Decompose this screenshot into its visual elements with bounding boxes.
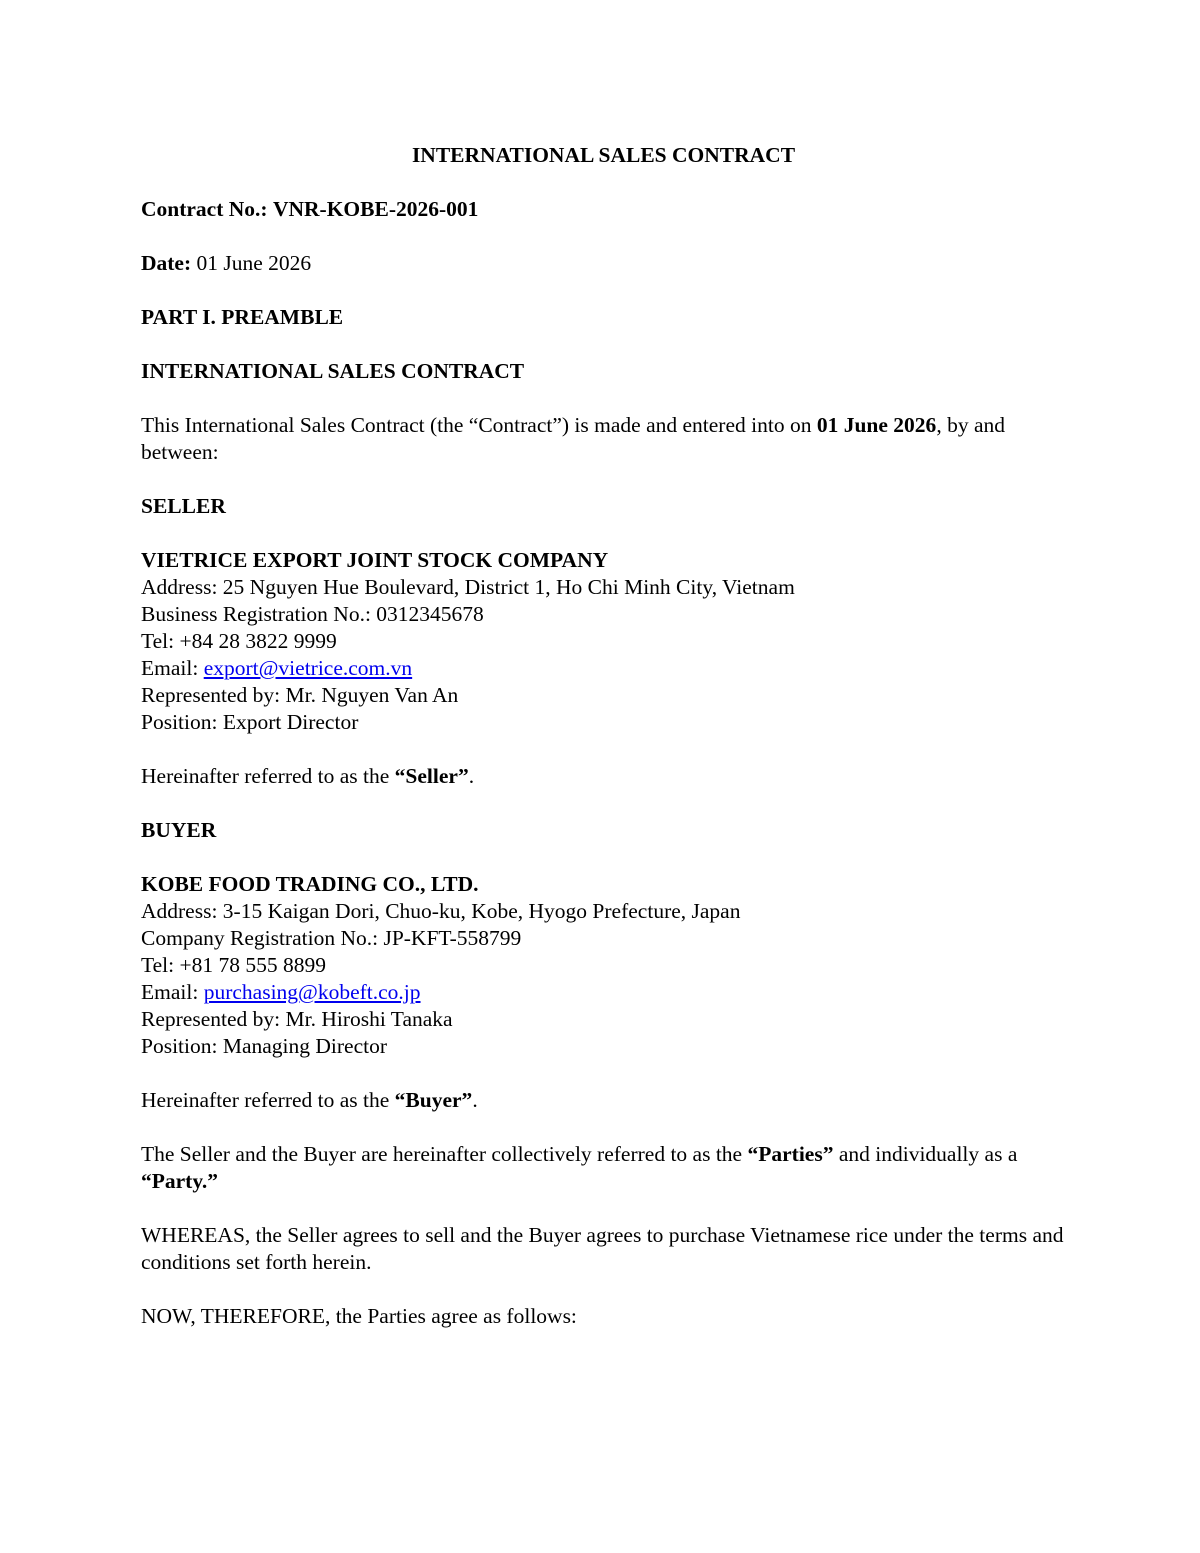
- buyer-referred-before: Hereinafter referred to as the: [141, 1088, 395, 1112]
- parties-term: “Parties”: [747, 1142, 834, 1166]
- part-heading: PART I. PREAMBLE: [141, 305, 344, 329]
- seller-referred-line: [141, 763, 1066, 790]
- buyer-heading: BUYER: [141, 818, 217, 842]
- seller-email-label: Email:: [141, 656, 204, 680]
- document-title: INTERNATIONAL SALES CONTRACT: [411, 143, 796, 167]
- now-therefore-paragraph: NOW, THEREFORE, the Parties agree as follows:: [141, 1304, 577, 1328]
- buyer-address: Address: 3-15 Kaigan Dori, Chuo-ku, Kobe, Hyogo Prefecture, Japan: [141, 899, 741, 923]
- buyer-email-line: [141, 979, 1066, 1006]
- seller-referred-after: .: [468, 764, 475, 788]
- buyer-position: Position: Managing Director: [141, 1034, 388, 1058]
- contract-page: [141, 142, 1066, 1330]
- buyer-email-label: Email:: [141, 980, 204, 1004]
- date-value: 01 June 2026: [196, 251, 312, 275]
- buyer-company-name: KOBE FOOD TRADING CO., LTD.: [141, 872, 479, 896]
- intro-text-after: , by and between:: [141, 413, 1005, 464]
- buyer-referred-after: .: [472, 1088, 478, 1112]
- parties-text-middle: and individually as a: [833, 1142, 1018, 1166]
- contract-subheading: INTERNATIONAL SALES CONTRACT: [141, 359, 525, 383]
- seller-representative: Represented by: Mr. Nguyen Van An: [141, 683, 459, 707]
- seller-address: Address: 25 Nguyen Hue Boulevard, District 1, Ho Chi Minh City, Vietnam: [141, 575, 795, 599]
- parties-text-before: The Seller and the Buyer are hereinafter collectively referred to as the: [141, 1142, 748, 1166]
- contract-number-label: Contract No.:: [141, 197, 268, 221]
- intro-paragraph: [141, 412, 1066, 466]
- seller-company-name: VIETRICE EXPORT JOINT STOCK COMPANY: [141, 548, 609, 572]
- party-term: “Party.”: [141, 1169, 219, 1193]
- intro-date: 01 June 2026: [816, 413, 937, 437]
- intro-text-before: This International Sales Contract (the “Contract”) is made and entered into on: [141, 413, 817, 437]
- parties-paragraph: [141, 1141, 1066, 1195]
- buyer-referred-term: “Buyer”: [394, 1088, 473, 1112]
- seller-tel: Tel: +84 28 3822 9999: [141, 629, 337, 653]
- contract-number-value: VNR-KOBE-2026-001: [272, 197, 479, 221]
- seller-details: [141, 547, 1066, 736]
- buyer-tel: Tel: +81 78 555 8899: [141, 953, 326, 977]
- seller-email-link[interactable]: export@vietrice.com.vn: [203, 656, 413, 680]
- seller-position: Position: Export Director: [141, 710, 359, 734]
- date-line: [141, 250, 1066, 277]
- whereas-paragraph: WHEREAS, the Seller agrees to sell and the Buyer agrees to purchase Vietnamese rice under the terms and conditions set forth herein.: [141, 1223, 1064, 1274]
- seller-email-line: [141, 655, 1066, 682]
- buyer-referred-line: [141, 1087, 1066, 1114]
- seller-heading: SELLER: [141, 494, 226, 518]
- seller-registration: Business Registration No.: 0312345678: [141, 602, 484, 626]
- buyer-details: [141, 871, 1066, 1060]
- seller-referred-term: “Seller”: [394, 764, 469, 788]
- buyer-representative: Represented by: Mr. Hiroshi Tanaka: [141, 1007, 453, 1031]
- buyer-email-link[interactable]: purchasing@kobeft.co.jp: [203, 980, 421, 1004]
- buyer-registration: Company Registration No.: JP-KFT-558799: [141, 926, 522, 950]
- seller-referred-before: Hereinafter referred to as the: [141, 764, 395, 788]
- contract-number-line: [141, 196, 1066, 223]
- date-label: Date:: [141, 251, 192, 275]
